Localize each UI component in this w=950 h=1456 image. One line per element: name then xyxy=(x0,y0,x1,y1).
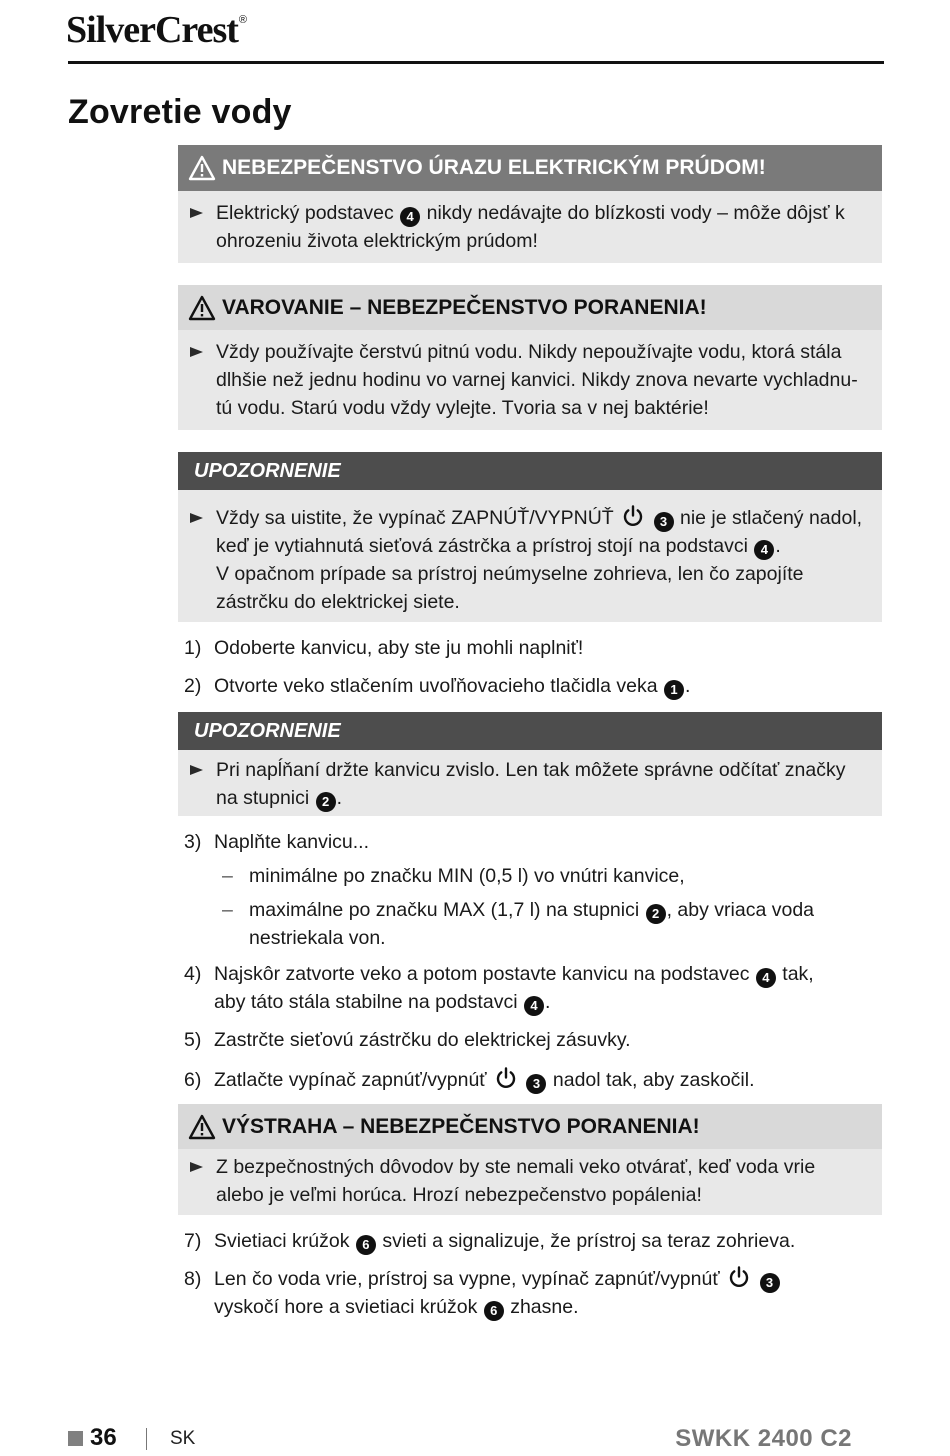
step-text: nadol tak, aby zaskočil. xyxy=(552,1069,755,1091)
part-number-badge: 3 xyxy=(760,1273,780,1293)
footer-square-icon xyxy=(68,1431,83,1446)
step-text: tak, aby táto stála stabilne na podstavci xyxy=(214,963,814,1013)
sub-text: , aby vriaca voda nestriekala von. xyxy=(249,899,815,949)
registered-mark: ® xyxy=(238,14,247,26)
bullet-item xyxy=(188,1153,864,1209)
step-item xyxy=(184,960,882,1016)
sub-dash: – xyxy=(222,899,233,921)
warning-triangle-icon xyxy=(188,155,216,181)
page-title: Zovretie vody xyxy=(68,93,292,131)
step-item xyxy=(184,1066,882,1094)
step-text: Odoberte kanvicu, aby ste ju mohli naplniť! xyxy=(214,637,584,659)
page-number: 36 xyxy=(90,1424,117,1451)
part-number-badge: 6 xyxy=(356,1235,376,1255)
notice-heading: UPOZORNENIE xyxy=(178,712,882,750)
warning-heading-text: VAROVANIE – NEBEZPEČENSTVO PORANENIA! xyxy=(222,295,707,319)
step-number: 4) xyxy=(184,963,202,985)
language-code: SK xyxy=(170,1428,196,1449)
step-item xyxy=(184,672,882,700)
part-number-badge: 1 xyxy=(664,680,684,700)
part-number-badge: 2 xyxy=(316,792,336,812)
step-number: 2) xyxy=(184,675,202,697)
step-item xyxy=(184,634,882,662)
step-text: svieti a signalizuje, že prístroj sa teraz zohrieva. xyxy=(382,1230,796,1252)
step-text: Najskôr zatvorte veko a potom postavte kanvicu na podstavec xyxy=(214,963,750,985)
danger-heading xyxy=(178,145,882,191)
bullet-text: V opačnom prípade sa prístroj neúmyselne zohrieva, len čo zapojíte zástrčku do elektrickej siete. xyxy=(216,563,804,613)
part-number-badge: 4 xyxy=(756,968,776,988)
bullet-item xyxy=(188,338,864,422)
step-item xyxy=(184,1026,882,1054)
step-text: Otvorte veko stlačením uvoľňovacieho tlačidla veka xyxy=(214,675,658,697)
punctuation: . xyxy=(336,787,343,809)
bullet-text: Z bezpečnostných dôvodov by ste nemali veko otvárať, keď voda vrie alebo je veľmi horúca. Hrozí nebezpečenstvo popálenia! xyxy=(216,1156,816,1206)
warning-triangle-icon xyxy=(188,295,216,321)
bullet-text: Vždy používajte čerstvú pitnú vodu. Nikdy nepoužívajte vodu, ktorá stála dlhšie než jednu hodinu vo varnej kanvici. Nikdy znova nevarte vychladnu-tú vodu. Starú vodu vždy vylejte. Tvoria sa v nej baktérie! xyxy=(216,341,858,419)
header-rule xyxy=(68,61,884,64)
bullet-text: nie je stlačený nadol, keď je vytiahnutá sieťová zástrčka a prístroj stojí na podstavci xyxy=(216,507,863,557)
sub-item xyxy=(222,896,882,952)
step-text: zhasne. xyxy=(510,1296,579,1318)
step-number: 1) xyxy=(184,637,202,659)
bullet-arrow-icon xyxy=(188,504,216,616)
step-number: 5) xyxy=(184,1029,202,1051)
part-number-badge: 4 xyxy=(524,996,544,1016)
step-text: Zastrčte sieťovú zástrčku do elektrickej zásuvky. xyxy=(214,1029,631,1051)
step-item xyxy=(184,828,882,856)
bullet-arrow-icon xyxy=(188,1153,216,1209)
part-number-badge: 6 xyxy=(484,1301,504,1321)
bullet-arrow-icon xyxy=(188,199,216,255)
bullet-item xyxy=(188,199,864,255)
bullet-text: nikdy nedávajte do blízkosti vody – môže dôjsť k ohrozeniu života elektrickým prúdom! xyxy=(216,202,845,252)
sub-item xyxy=(222,862,882,890)
brand-logo xyxy=(66,8,246,52)
bullet-text: Vždy sa uistite, že vypínač ZAPNÚŤ/VYPNÚŤ xyxy=(216,507,614,529)
bullet-arrow-icon xyxy=(188,338,216,422)
footer-divider xyxy=(146,1428,147,1450)
power-icon xyxy=(727,1265,751,1289)
punctuation: . xyxy=(775,535,781,557)
warning-heading-text: VÝSTRAHA – NEBEZPEČENSTVO PORANENIA! xyxy=(222,1114,700,1138)
step-number: 7) xyxy=(184,1230,202,1252)
step-text: Naplňte kanvicu... xyxy=(214,831,370,853)
step-text: Len čo voda vrie, prístroj sa vypne, vypínač zapnúť/vypnúť xyxy=(214,1268,720,1290)
punctuation: . xyxy=(685,675,691,697)
brand-name: SilverCrest xyxy=(66,9,238,51)
bullet-item xyxy=(188,504,864,616)
content xyxy=(178,145,882,1331)
danger-box xyxy=(178,145,882,263)
step-text: Svietiaci krúžok xyxy=(214,1230,350,1252)
step-number: 3) xyxy=(184,831,202,853)
warning-heading xyxy=(178,285,882,330)
notice-heading: UPOZORNENIE xyxy=(178,452,882,490)
bullet-text: Elektrický podstavec xyxy=(216,202,394,224)
warning-box xyxy=(178,1104,882,1215)
punctuation: . xyxy=(544,991,551,1013)
part-number-badge: 3 xyxy=(526,1074,546,1094)
warning-box xyxy=(178,285,882,430)
part-number-badge: 2 xyxy=(646,904,666,924)
step-text: vyskočí hore a svietiaci krúžok xyxy=(214,1296,478,1318)
bullet-item xyxy=(188,756,864,812)
part-number-badge: 3 xyxy=(654,512,674,532)
sub-dash: – xyxy=(222,865,233,887)
step-item xyxy=(184,1265,882,1321)
footer xyxy=(68,1424,852,1454)
bullet-arrow-icon xyxy=(188,756,216,812)
notice-box xyxy=(178,452,882,622)
warning-heading xyxy=(178,1104,882,1149)
sub-text: maximálne po značku MAX (1,7 l) na stupnici xyxy=(249,899,640,921)
power-icon xyxy=(494,1066,518,1090)
bullet-text: Pri napĺňaní držte kanvicu zvislo. Len tak môžete správne odčítať značky na stupnici xyxy=(216,759,846,809)
sub-text: minimálne po značku MIN (0,5 l) vo vnútri kanvice, xyxy=(249,865,685,887)
danger-heading-text: NEBEZPEČENSTVO ÚRAZU ELEKTRICKÝM PRÚDOM! xyxy=(222,156,766,179)
warning-triangle-icon xyxy=(188,1114,216,1140)
step-item xyxy=(184,1227,882,1255)
power-icon xyxy=(621,504,645,528)
step-text: Zatlačte vypínač zapnúť/vypnúť xyxy=(214,1069,487,1091)
part-number-badge: 4 xyxy=(400,207,420,227)
model-number: SWKK 2400 C2 xyxy=(675,1425,852,1452)
part-number-badge: 4 xyxy=(754,540,774,560)
step-number: 6) xyxy=(184,1069,202,1091)
notice-box xyxy=(178,712,882,816)
step-number: 8) xyxy=(184,1268,202,1290)
